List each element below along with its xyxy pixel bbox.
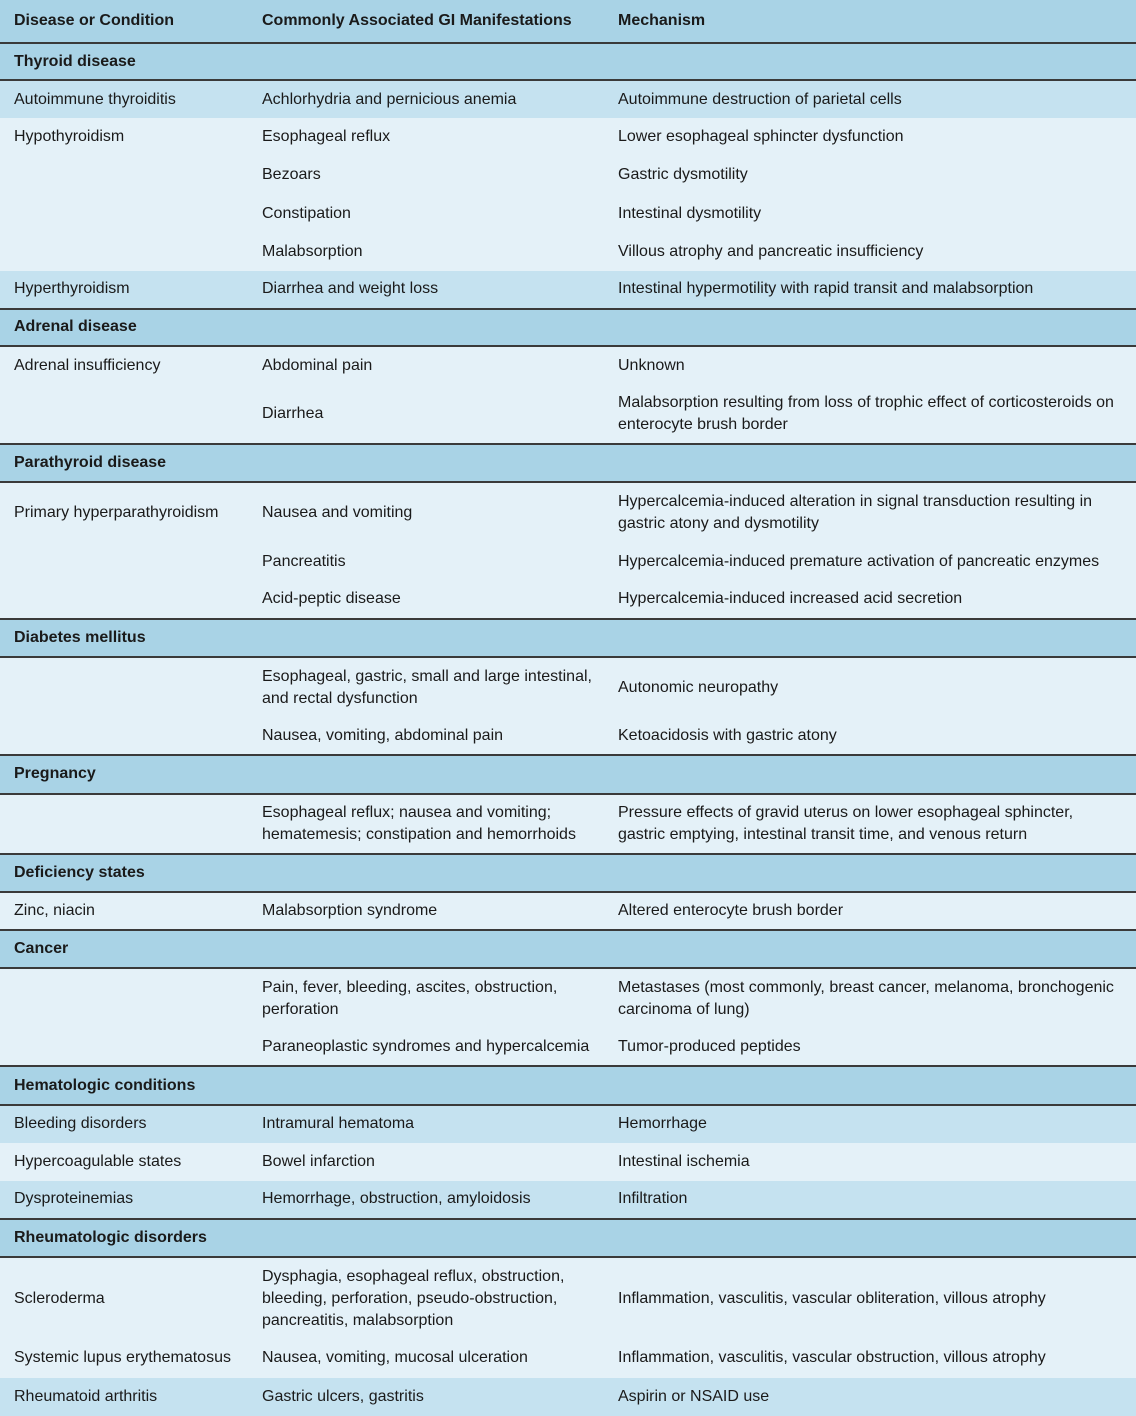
manifestation-cell: Nausea and vomiting bbox=[246, 482, 602, 542]
table-row bbox=[0, 1105, 1136, 1143]
mechanism-cell: Infiltration bbox=[602, 1181, 1136, 1219]
table-row bbox=[0, 80, 1136, 118]
table-row bbox=[0, 794, 1136, 854]
condition-cell bbox=[0, 581, 246, 619]
section-header-row bbox=[0, 43, 1136, 80]
table-row bbox=[0, 384, 1136, 444]
section-title: Cancer bbox=[0, 930, 1136, 968]
mechanism-cell: Intestinal dysmotility bbox=[602, 195, 1136, 233]
section-header-row bbox=[0, 930, 1136, 968]
section-header-row bbox=[0, 444, 1136, 482]
mechanism-cell: Villous atrophy and pancreatic insufficiency bbox=[602, 233, 1136, 271]
condition-cell: Scleroderma bbox=[0, 1257, 246, 1339]
section-header-row bbox=[0, 854, 1136, 892]
header-mechanism: Mechanism bbox=[602, 0, 1136, 43]
mechanism-cell: Intestinal hypermotility with rapid transit and malabsorption bbox=[602, 271, 1136, 309]
mechanism-cell: Hypercalcemia-induced increased acid secretion bbox=[602, 581, 1136, 619]
manifestation-cell: Intramural hematoma bbox=[246, 1105, 602, 1143]
table-row bbox=[0, 346, 1136, 384]
condition-cell bbox=[0, 794, 246, 854]
section-header-row bbox=[0, 755, 1136, 793]
section-header-row bbox=[0, 1066, 1136, 1104]
condition-cell: Primary hyperparathyroidism bbox=[0, 482, 246, 542]
mechanism-cell: Lower esophageal sphincter dysfunction bbox=[602, 118, 1136, 156]
condition-cell bbox=[0, 156, 246, 194]
table-row bbox=[0, 1028, 1136, 1066]
manifestation-cell: Diarrhea bbox=[246, 384, 602, 444]
manifestation-cell: Nausea, vomiting, abdominal pain bbox=[246, 717, 602, 755]
condition-cell bbox=[0, 543, 246, 581]
table-row bbox=[0, 195, 1136, 233]
mechanism-cell: Aspirin or NSAID use bbox=[602, 1378, 1136, 1416]
mechanism-cell: Altered enterocyte brush border bbox=[602, 892, 1136, 930]
condition-cell: Bleeding disorders bbox=[0, 1105, 246, 1143]
condition-cell: Zinc, niacin bbox=[0, 892, 246, 930]
table-row bbox=[0, 233, 1136, 271]
section-title: Parathyroid disease bbox=[0, 444, 1136, 482]
table-row bbox=[0, 482, 1136, 542]
manifestation-cell: Pancreatitis bbox=[246, 543, 602, 581]
mechanism-cell: Pressure effects of gravid uterus on lower esophageal sphincter, gastric emptying, intestinal transit time, and venous return bbox=[602, 794, 1136, 854]
mechanism-cell: Hypercalcemia-induced alteration in signal transduction resulting in gastric atony and dysmotility bbox=[602, 482, 1136, 542]
mechanism-cell: Malabsorption resulting from loss of trophic effect of corticosteroids on enterocyte brush border bbox=[602, 384, 1136, 444]
section-title: Thyroid disease bbox=[0, 43, 1136, 80]
table-row bbox=[0, 717, 1136, 755]
table-row bbox=[0, 892, 1136, 930]
mechanism-cell: Autonomic neuropathy bbox=[602, 657, 1136, 717]
section-header-row bbox=[0, 619, 1136, 657]
manifestation-cell: Bezoars bbox=[246, 156, 602, 194]
section-title: Adrenal disease bbox=[0, 309, 1136, 346]
mechanism-cell: Unknown bbox=[602, 346, 1136, 384]
condition-cell bbox=[0, 657, 246, 717]
section-title: Pregnancy bbox=[0, 755, 1136, 793]
section-title: Deficiency states bbox=[0, 854, 1136, 892]
table-row bbox=[0, 1143, 1136, 1181]
mechanism-cell: Inflammation, vasculitis, vascular obliteration, villous atrophy bbox=[602, 1257, 1136, 1339]
manifestation-cell: Malabsorption syndrome bbox=[246, 892, 602, 930]
mechanism-cell: Tumor-produced peptides bbox=[602, 1028, 1136, 1066]
condition-cell bbox=[0, 233, 246, 271]
manifestation-cell: Achlorhydria and pernicious anemia bbox=[246, 80, 602, 118]
condition-cell: Systemic lupus erythematosus bbox=[0, 1339, 246, 1377]
condition-cell: Dysproteinemias bbox=[0, 1181, 246, 1219]
manifestation-cell: Gastric ulcers, gastritis bbox=[246, 1378, 602, 1416]
table-row bbox=[0, 271, 1136, 309]
manifestation-cell: Diarrhea and weight loss bbox=[246, 271, 602, 309]
table-row bbox=[0, 543, 1136, 581]
mechanism-cell: Hemorrhage bbox=[602, 1105, 1136, 1143]
header-condition: Disease or Condition bbox=[0, 0, 246, 43]
condition-cell bbox=[0, 384, 246, 444]
condition-cell: Rheumatoid arthritis bbox=[0, 1378, 246, 1416]
manifestation-cell: Esophageal reflux bbox=[246, 118, 602, 156]
table-row bbox=[0, 156, 1136, 194]
mechanism-cell: Gastric dysmotility bbox=[602, 156, 1136, 194]
condition-cell bbox=[0, 195, 246, 233]
table-body bbox=[0, 43, 1136, 1416]
mechanism-cell: Intestinal ischemia bbox=[602, 1143, 1136, 1181]
section-title: Rheumatologic disorders bbox=[0, 1219, 1136, 1257]
header-manifestations: Commonly Associated GI Manifestations bbox=[246, 0, 602, 43]
manifestation-cell: Hemorrhage, obstruction, amyloidosis bbox=[246, 1181, 602, 1219]
table-row bbox=[0, 657, 1136, 717]
mechanism-cell: Metastases (most commonly, breast cancer, melanoma, bronchogenic carcinoma of lung) bbox=[602, 968, 1136, 1028]
manifestation-cell: Esophageal reflux; nausea and vomiting; hematemesis; constipation and hemorrhoids bbox=[246, 794, 602, 854]
table-row bbox=[0, 1339, 1136, 1377]
manifestation-cell: Esophageal, gastric, small and large intestinal, and rectal dysfunction bbox=[246, 657, 602, 717]
section-header-row bbox=[0, 309, 1136, 346]
manifestation-cell: Malabsorption bbox=[246, 233, 602, 271]
manifestation-cell: Bowel infarction bbox=[246, 1143, 602, 1181]
condition-cell bbox=[0, 1028, 246, 1066]
condition-cell: Autoimmune thyroiditis bbox=[0, 80, 246, 118]
condition-cell bbox=[0, 717, 246, 755]
section-title: Hematologic conditions bbox=[0, 1066, 1136, 1104]
condition-cell: Hypercoagulable states bbox=[0, 1143, 246, 1181]
manifestation-cell: Nausea, vomiting, mucosal ulceration bbox=[246, 1339, 602, 1377]
table-row bbox=[0, 1181, 1136, 1219]
manifestation-cell: Pain, fever, bleeding, ascites, obstruction, perforation bbox=[246, 968, 602, 1028]
mechanism-cell: Autoimmune destruction of parietal cells bbox=[602, 80, 1136, 118]
table-row bbox=[0, 581, 1136, 619]
condition-cell: Hyperthyroidism bbox=[0, 271, 246, 309]
condition-cell bbox=[0, 968, 246, 1028]
manifestation-cell: Abdominal pain bbox=[246, 346, 602, 384]
manifestation-cell: Dysphagia, esophageal reflux, obstruction, bleeding, perforation, pseudo-obstruction, pancreatitis, malabsorption bbox=[246, 1257, 602, 1339]
manifestation-cell: Paraneoplastic syndromes and hypercalcemia bbox=[246, 1028, 602, 1066]
condition-cell: Hypothyroidism bbox=[0, 118, 246, 156]
header-row bbox=[0, 0, 1136, 43]
condition-cell: Adrenal insufficiency bbox=[0, 346, 246, 384]
mechanism-cell: Inflammation, vasculitis, vascular obstruction, villous atrophy bbox=[602, 1339, 1136, 1377]
table-row bbox=[0, 1378, 1136, 1416]
manifestation-cell: Constipation bbox=[246, 195, 602, 233]
mechanism-cell: Ketoacidosis with gastric atony bbox=[602, 717, 1136, 755]
table-row bbox=[0, 968, 1136, 1028]
manifestation-cell: Acid-peptic disease bbox=[246, 581, 602, 619]
table-row bbox=[0, 1257, 1136, 1339]
table-row bbox=[0, 118, 1136, 156]
section-title: Diabetes mellitus bbox=[0, 619, 1136, 657]
section-header-row bbox=[0, 1219, 1136, 1257]
mechanism-cell: Hypercalcemia-induced premature activation of pancreatic enzymes bbox=[602, 543, 1136, 581]
